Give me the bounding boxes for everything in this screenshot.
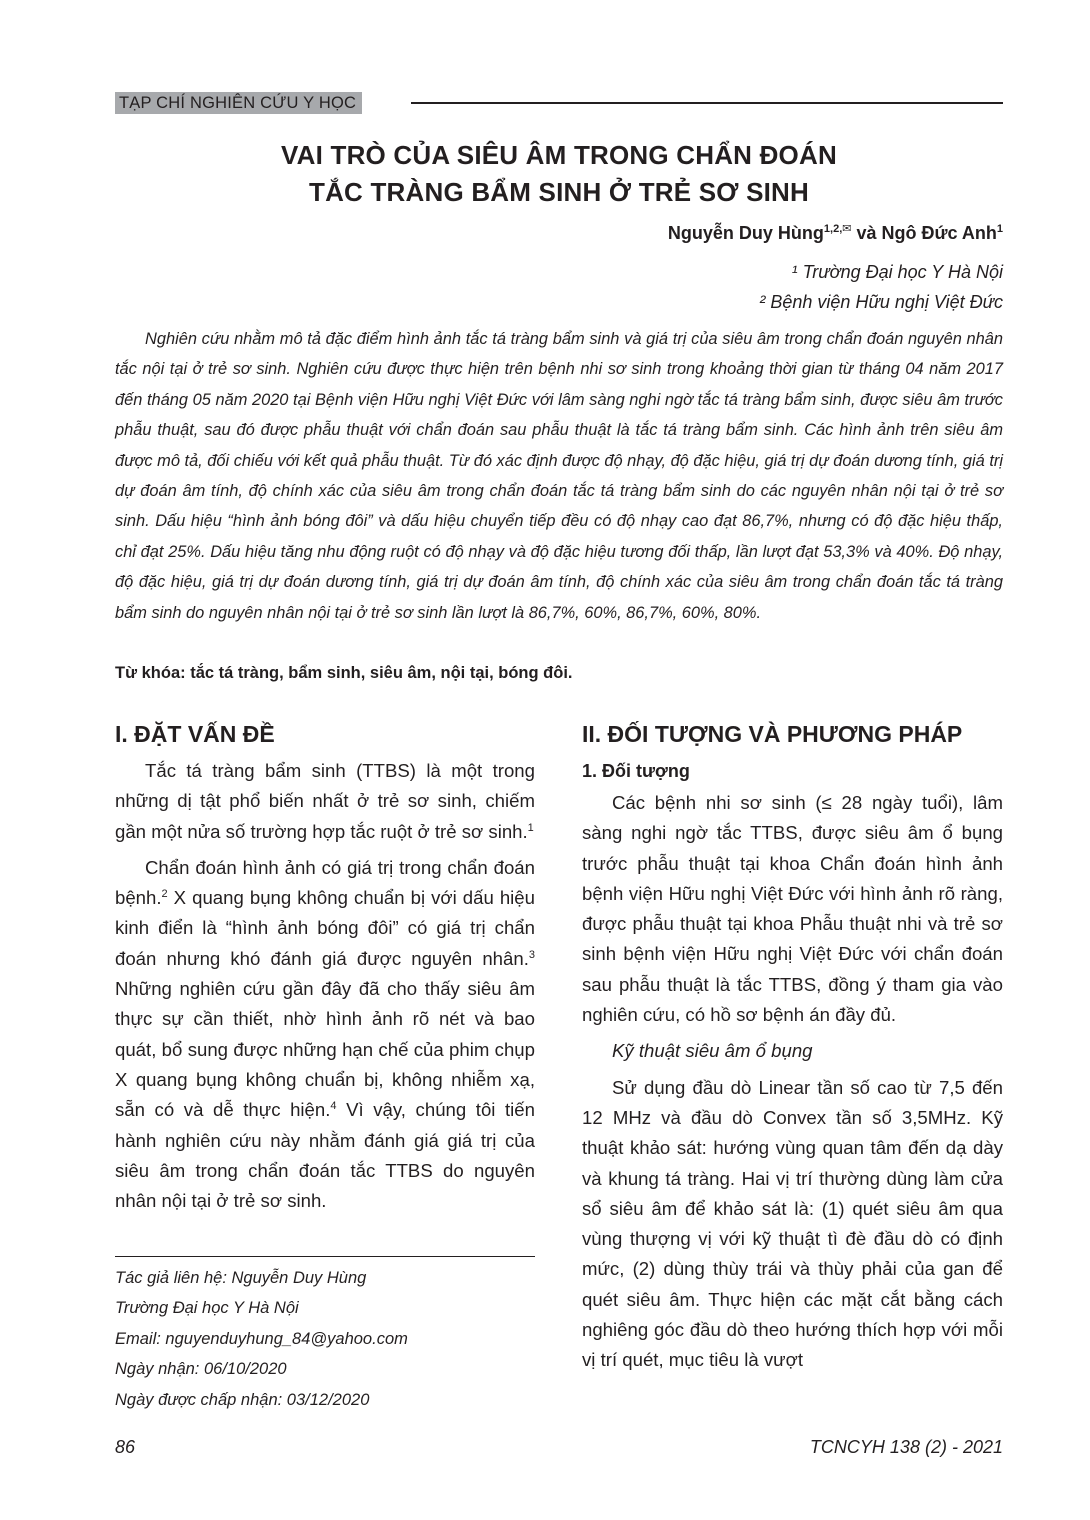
section-1-paragraph-1: Tắc tá tràng bẩm sinh (TTBS) là một trong những dị tật phổ biến nhất ở trẻ sơ sinh, chiếm gần một nửa số trường hợp tắc ruột ở trẻ sơ sinh.$^1$ [115, 760, 535, 842]
affiliation-2: ² Bệnh viện Hữu nghị Việt Đức [759, 292, 1003, 312]
header-rule [411, 102, 1003, 104]
citation-ref: 2 [161, 888, 168, 901]
running-header [115, 92, 1003, 114]
accepted-date: Ngày được chấp nhận: 03/12/2020 [115, 1390, 370, 1409]
author-separator: và [851, 223, 882, 243]
citation-ref: 4 [330, 1100, 337, 1113]
title-line-1: VAI TRÒ CỦA SIÊU ÂM TRONG CHẨN ĐOÁN [281, 140, 837, 170]
citation-ref: 3 [528, 948, 535, 961]
subsection-heading: 1. Đối tượng [582, 761, 690, 781]
journal-issue: TCNCYH 138 (2) - 2021 [809, 1437, 1003, 1457]
section-2-paragraph-2: Sử dụng đầu dò Linear tần số cao từ 7,5 đến 12 MHz và đầu dò Convex tần số 3,5MHz. Kỹ thuật khảo sát: hướng vùng quan tâm đến dạ dày và khung tá tràng. Hai vị trí thường dùng làm cửa sổ siêu âm để khảo sát là: (1) quét siêu âm qua vùng thượng vị với kỹ thuật tì đè đầu dò có định mức, (2) dùng thùy trái và thùy phải của gan để quét siêu âm. Thực hiện các mặt cắt bằng cách nghiêng góc đầu dò theo hướng thích hợp với mỗi vị trí quét, mục tiêu là vượt [582, 1076, 1003, 1371]
section-2-heading: II. ĐỐI TƯỢNG VÀ PHƯƠNG PHÁP [582, 721, 963, 747]
affiliation-1: ¹ Trường Đại học Y Hà Nội [791, 262, 1003, 282]
author-1: Nguyễn Duy Hùng [667, 223, 824, 243]
contact-institution: Trường Đại học Y Hà Nội [115, 1299, 299, 1318]
subsection-title-italic: Kỹ thuật siêu âm ổ bụng [612, 1040, 813, 1062]
abstract: Nghiên cứu nhằm mô tả đặc điểm hình ảnh tắc tá tràng bẩm sinh và giá trị của siêu âm trong chẩn đoán nguyên nhân tắc nội tại ở trẻ sơ sinh. Nghiên cứu được thực hiện trên bệnh nhi sơ sinh trong khoảng thời gian từ tháng 04 năm 2017 đến tháng 05 năm 2020 tại Bệnh viện Hữu nghị Việt Đức với lâm sàng nghi ngờ tắc tá tràng bẩm sinh, được siêu âm trước phẫu thuật, sau đó được phẫu thuật với chẩn đoán sau phẫu thuật là tắc tá tràng bẩm sinh. Các hình ảnh trên siêu âm được mô tả, đối chiếu với kết quả phẫu thuật. Từ đó xác định được độ nhạy, độ đặc hiệu, giá trị dự đoán dương tính, giá trị dự đoán âm tính, độ chính xác của siêu âm trong chẩn đoán tắc tá tràng bẩm sinh do các nguyên nhân nội tại ở trẻ sơ sinh. Dấu hiệu “hình ảnh bóng đôi” và dấu hiệu chuyển tiếp đều có độ nhạy cao đạt 86,7%, nhưng có độ đặc hiệu thấp, chỉ đạt 25%. Dấu hiệu tăng nhu động ruột có độ nhạy và độ đặc hiệu tương đối thấp, lần lượt đạt 53,3% và 40%. Độ nhạy, độ đặc hiệu, giá trị dự đoán dương tính, giá trị dự đoán âm tính, độ chính xác của siêu âm trong chẩn đoán tắc tá tràng bẩm sinh do nguyên nhân nội tại ở trẻ sơ sinh lần lượt là 86,7%, 60%, 86,7%, 60%, 80%. [115, 330, 1003, 622]
left-column [115, 718, 535, 1222]
page-number: 86 [115, 1437, 136, 1457]
author-2-affiliation-marks: 1 [996, 223, 1003, 235]
correspondence-notes [115, 1256, 535, 1415]
journal-name: TẠP CHÍ NGHIÊN CỨU Y HỌC [115, 92, 362, 114]
author-2: Ngô Đức Anh [881, 223, 997, 243]
right-column [582, 718, 1003, 1382]
author-1-affiliation-marks: 1,2,✉ [823, 223, 852, 235]
article-title [115, 137, 1003, 211]
received-date: Ngày nhận: 06/10/2020 [115, 1360, 287, 1379]
section-2-paragraph-1: Các bệnh nhi sơ sinh (≤ 28 ngày tuổi), lâm sàng nghi ngờ tắc TTBS, được siêu âm ổ bụng trước phẫu thuật tại khoa Chẩn đoán hình ảnh bệnh viện Hữu nghị Việt Đức với hình ảnh rõ ràng, được phẫu thuật tại khoa Phẫu thuật nhi và trẻ sơ sinh bệnh viện Hữu nghị Việt Đức với chẩn đoán sau phẫu thuật là tắc TTBS, đồng ý tham gia vào nghiên cứu, có hồ sơ bệnh án đầy đủ. [582, 792, 1003, 1026]
section-1-paragraph-2: Chẩn đoán hình ảnh có giá trị trong chẩn đoán bệnh.$^2$ X quang bụng không chuẩn bị với dấu hiệu kinh điển là “hình ảnh bóng đôi” có giá trị chẩn đoán nhưng khó đánh giá được nguyên nhân.$^3$ Những nghiên cứu gần đây đã cho thấy siêu âm thực sự cần thiết, nhờ hình ảnh rõ nét và bao quát, bổ sung được những hạn chế của phim chụp X quang bụng không chuẩn bị, không nhiễm xạ, sẵn có và dễ thực hiện.$^4$ Vì vậy, chúng tôi tiến hành nghiên cứu này nhằm đánh giá giá trị của siêu âm trong chẩn đoán tắc TTBS do nguyên nhân nội tại ở trẻ sơ sinh. [115, 856, 535, 1212]
citation-ref: 1 [527, 821, 534, 834]
keywords: Từ khóa: tắc tá tràng, bẩm sinh, siêu âm, nội tại, bóng đôi. [115, 664, 573, 682]
author-line [668, 222, 1003, 244]
contact-author: Tác giả liên hệ: Nguyễn Duy Hùng [115, 1269, 367, 1287]
title-line-2: TẮC TRÀNG BẨM SINH Ở TRẺ SƠ SINH [309, 177, 809, 207]
contact-email: Email: nguyenduyhung_84@yahoo.com [115, 1329, 408, 1348]
section-1-heading: I. ĐẶT VẤN ĐỀ [115, 721, 275, 747]
